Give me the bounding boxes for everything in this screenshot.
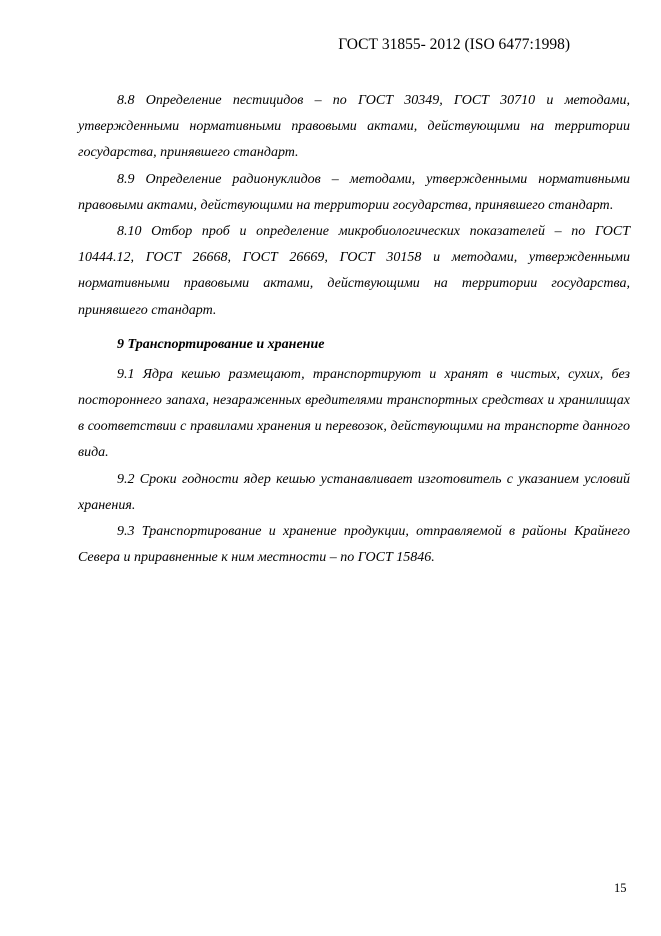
paragraph-9-1: 9.1 Ядра кешью размещают, транспортируют и хранят в чистых, сухих, без постороннего запаха, незараженных вредителями транспортных средствах и хранилищах в соответствии с правилами хранения и перевозок, действующими на транспорте данного вида. bbox=[78, 366, 630, 461]
document-body bbox=[78, 88, 630, 571]
paragraph-9-3: 9.3 Транспортирование и хранение продукции, отправляемой в районы Крайнего Севера и приравненные к ним местности – по ГОСТ 15846. bbox=[78, 524, 630, 566]
paragraph-8-9: 8.9 Определение радионуклидов – методами, утвержденными нормативными правовыми актами, действующими на территории государства, принявшего стандарт. bbox=[78, 171, 630, 213]
paragraph-8-10: 8.10 Отбор проб и определение микробиологических показателей – по ГОСТ 10444.12, ГОСТ 26668, ГОСТ 26669, ГОСТ 30158 и методами, утвержденными нормативными правовыми актами, действующими на территории государства, принявшего стандарт. bbox=[78, 224, 630, 318]
paragraph-9-2: 9.2 Сроки годности ядер кешью устанавливает изготовитель с указанием условий хранения. bbox=[78, 471, 630, 513]
paragraph-8-8: 8.8 Определение пестицидов – по ГОСТ 30349, ГОСТ 30710 и методами, утвержденными нормативными правовыми актами, действующими на территории государства, принявшего стандарт. bbox=[78, 93, 630, 161]
page-number: 15 bbox=[614, 881, 627, 895]
section-heading-9: 9 Транспортирование и хранение bbox=[117, 336, 325, 352]
document-header: ГОСТ 31855- 2012 (ISO 6477:1998) bbox=[338, 36, 570, 53]
